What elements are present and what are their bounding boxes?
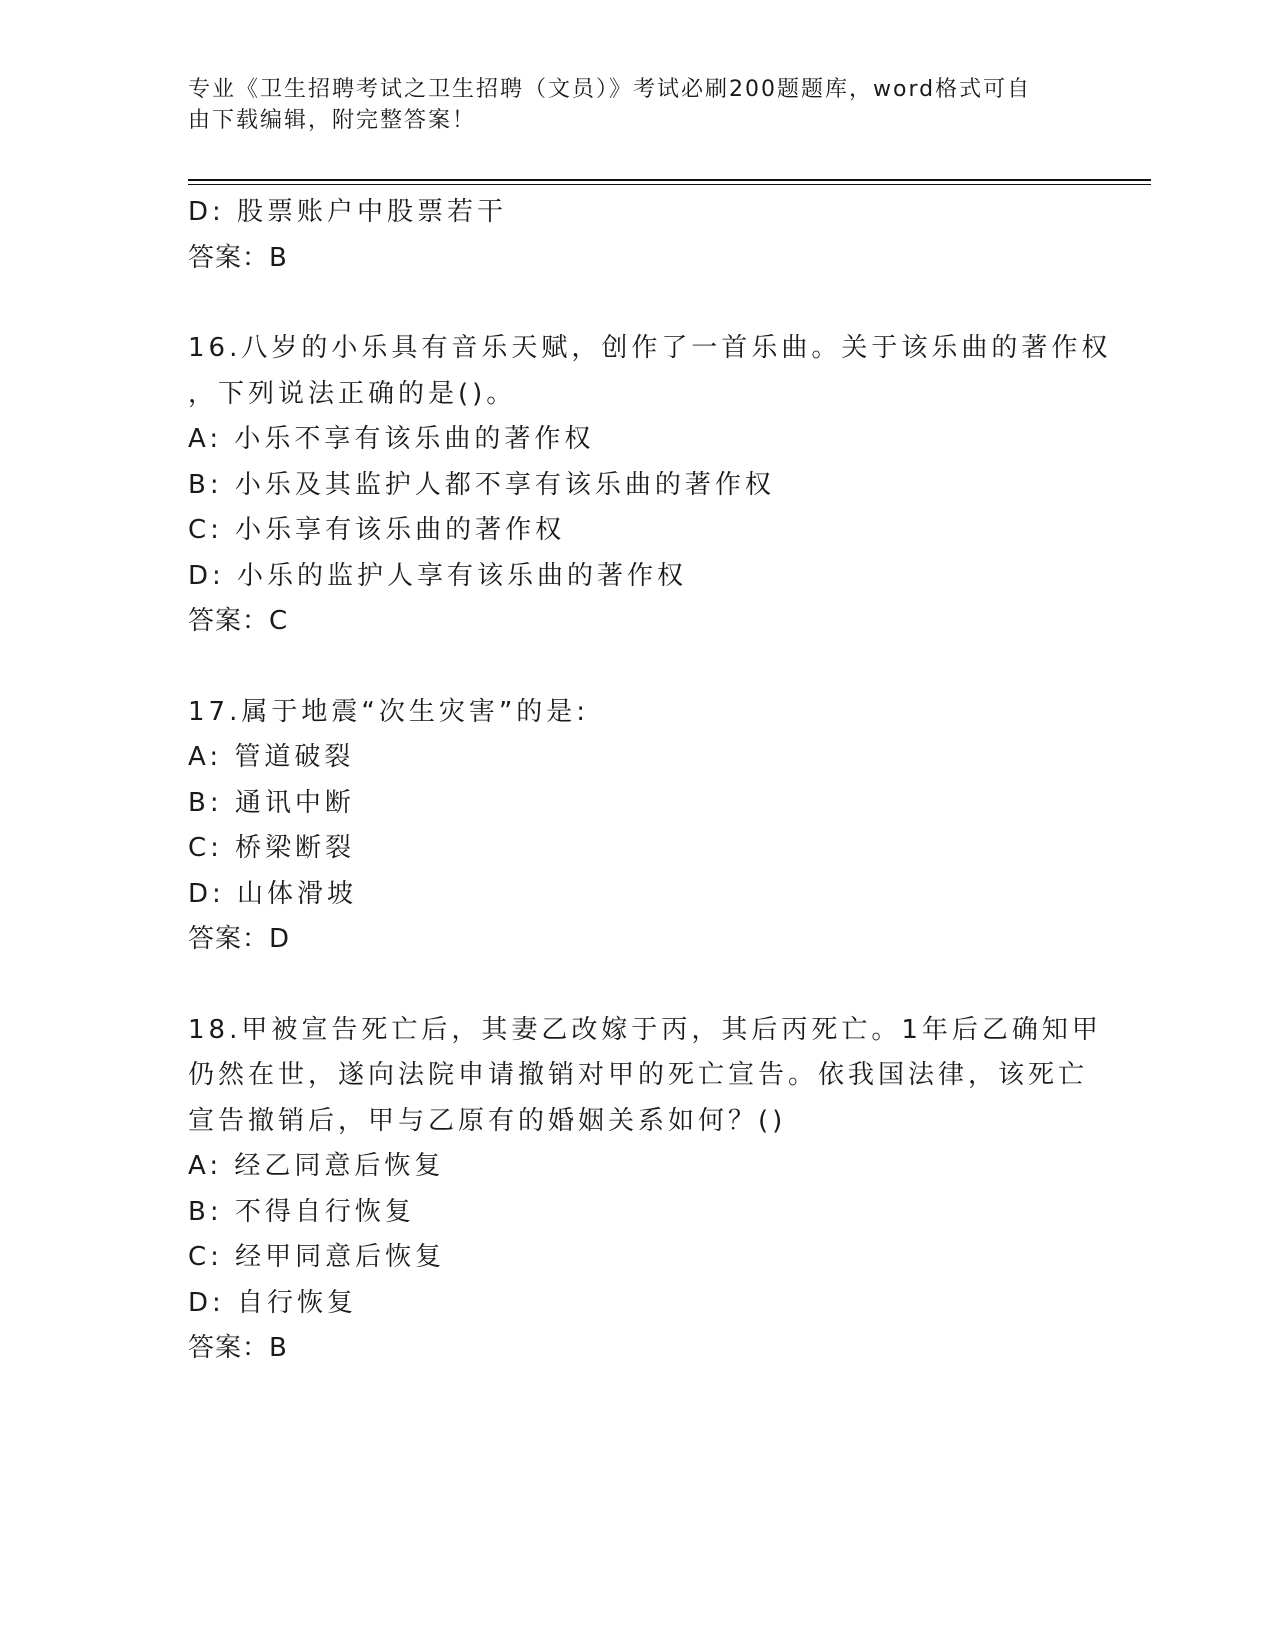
question-spacer [188,645,1088,690]
question-option-a: A: 小乐不享有该乐曲的著作权 [188,424,595,454]
question-18 [188,1008,1102,1372]
question-stem-line: ，下列说法正确的是()。 [188,378,517,409]
question-option-b: B: 不得自行恢复 [188,1196,415,1227]
question-16 [188,326,1112,645]
question-stem-line: 宣告撤销后，甲与乙原有的婚姻关系如何？() [188,1105,787,1136]
header-line-1: 专业《卫生招聘考试之卫生招聘（文员）》考试必刷200题题库，word格式可自 [188,77,1032,102]
question-stem-line: 仍然在世，遂向法院申请撤销对甲的死亡宣告。依我国法律，该死亡 [188,1060,1089,1090]
question-option-d: D: 山体滑坡 [188,878,358,909]
question-option-b: B: 小乐及其监护人都不享有该乐曲的著作权 [188,469,775,500]
header-rule-thick [188,179,1151,181]
question-option-c: C: 小乐享有该乐曲的著作权 [188,515,566,545]
question-spacer [188,281,1088,326]
question-stem-line: 17.属于地震“次生灾害”的是: [188,696,590,727]
question-stem-line: 18.甲被宣告死亡后，其妻乙改嫁于丙，其后丙死亡。1年后乙确知甲 [188,1014,1102,1045]
document-header [188,74,1068,136]
question-option-b: B: 通讯中断 [188,787,355,818]
question-stem-line: 16.八岁的小乐具有音乐天赋，创作了一首乐曲。关于该乐曲的著作权 [188,333,1112,363]
question-answer: 答案：D [188,924,291,954]
question-spacer [188,963,1088,1008]
header-rule-thin [188,184,1151,185]
question-option-d: D: 小乐的监护人享有该乐曲的著作权 [188,560,688,591]
question-option-c: C: 桥梁断裂 [188,833,356,863]
prev-question-answer: 答案：B [188,242,288,273]
question-answer: 答案：C [188,606,289,636]
question-option-a: A: 管道破裂 [188,742,355,772]
question-option-c: C: 经甲同意后恢复 [188,1242,446,1272]
question-list [188,190,1112,1372]
header-line-2: 由下载编辑，附完整答案！ [188,108,477,133]
prev-question-option-d: D: 股票账户中股票若干 [188,197,508,227]
question-17 [188,690,1088,963]
question-option-d: D: 自行恢复 [188,1287,358,1318]
question-answer: 答案：B [188,1333,288,1363]
question-option-a: A: 经乙同意后恢复 [188,1151,445,1181]
